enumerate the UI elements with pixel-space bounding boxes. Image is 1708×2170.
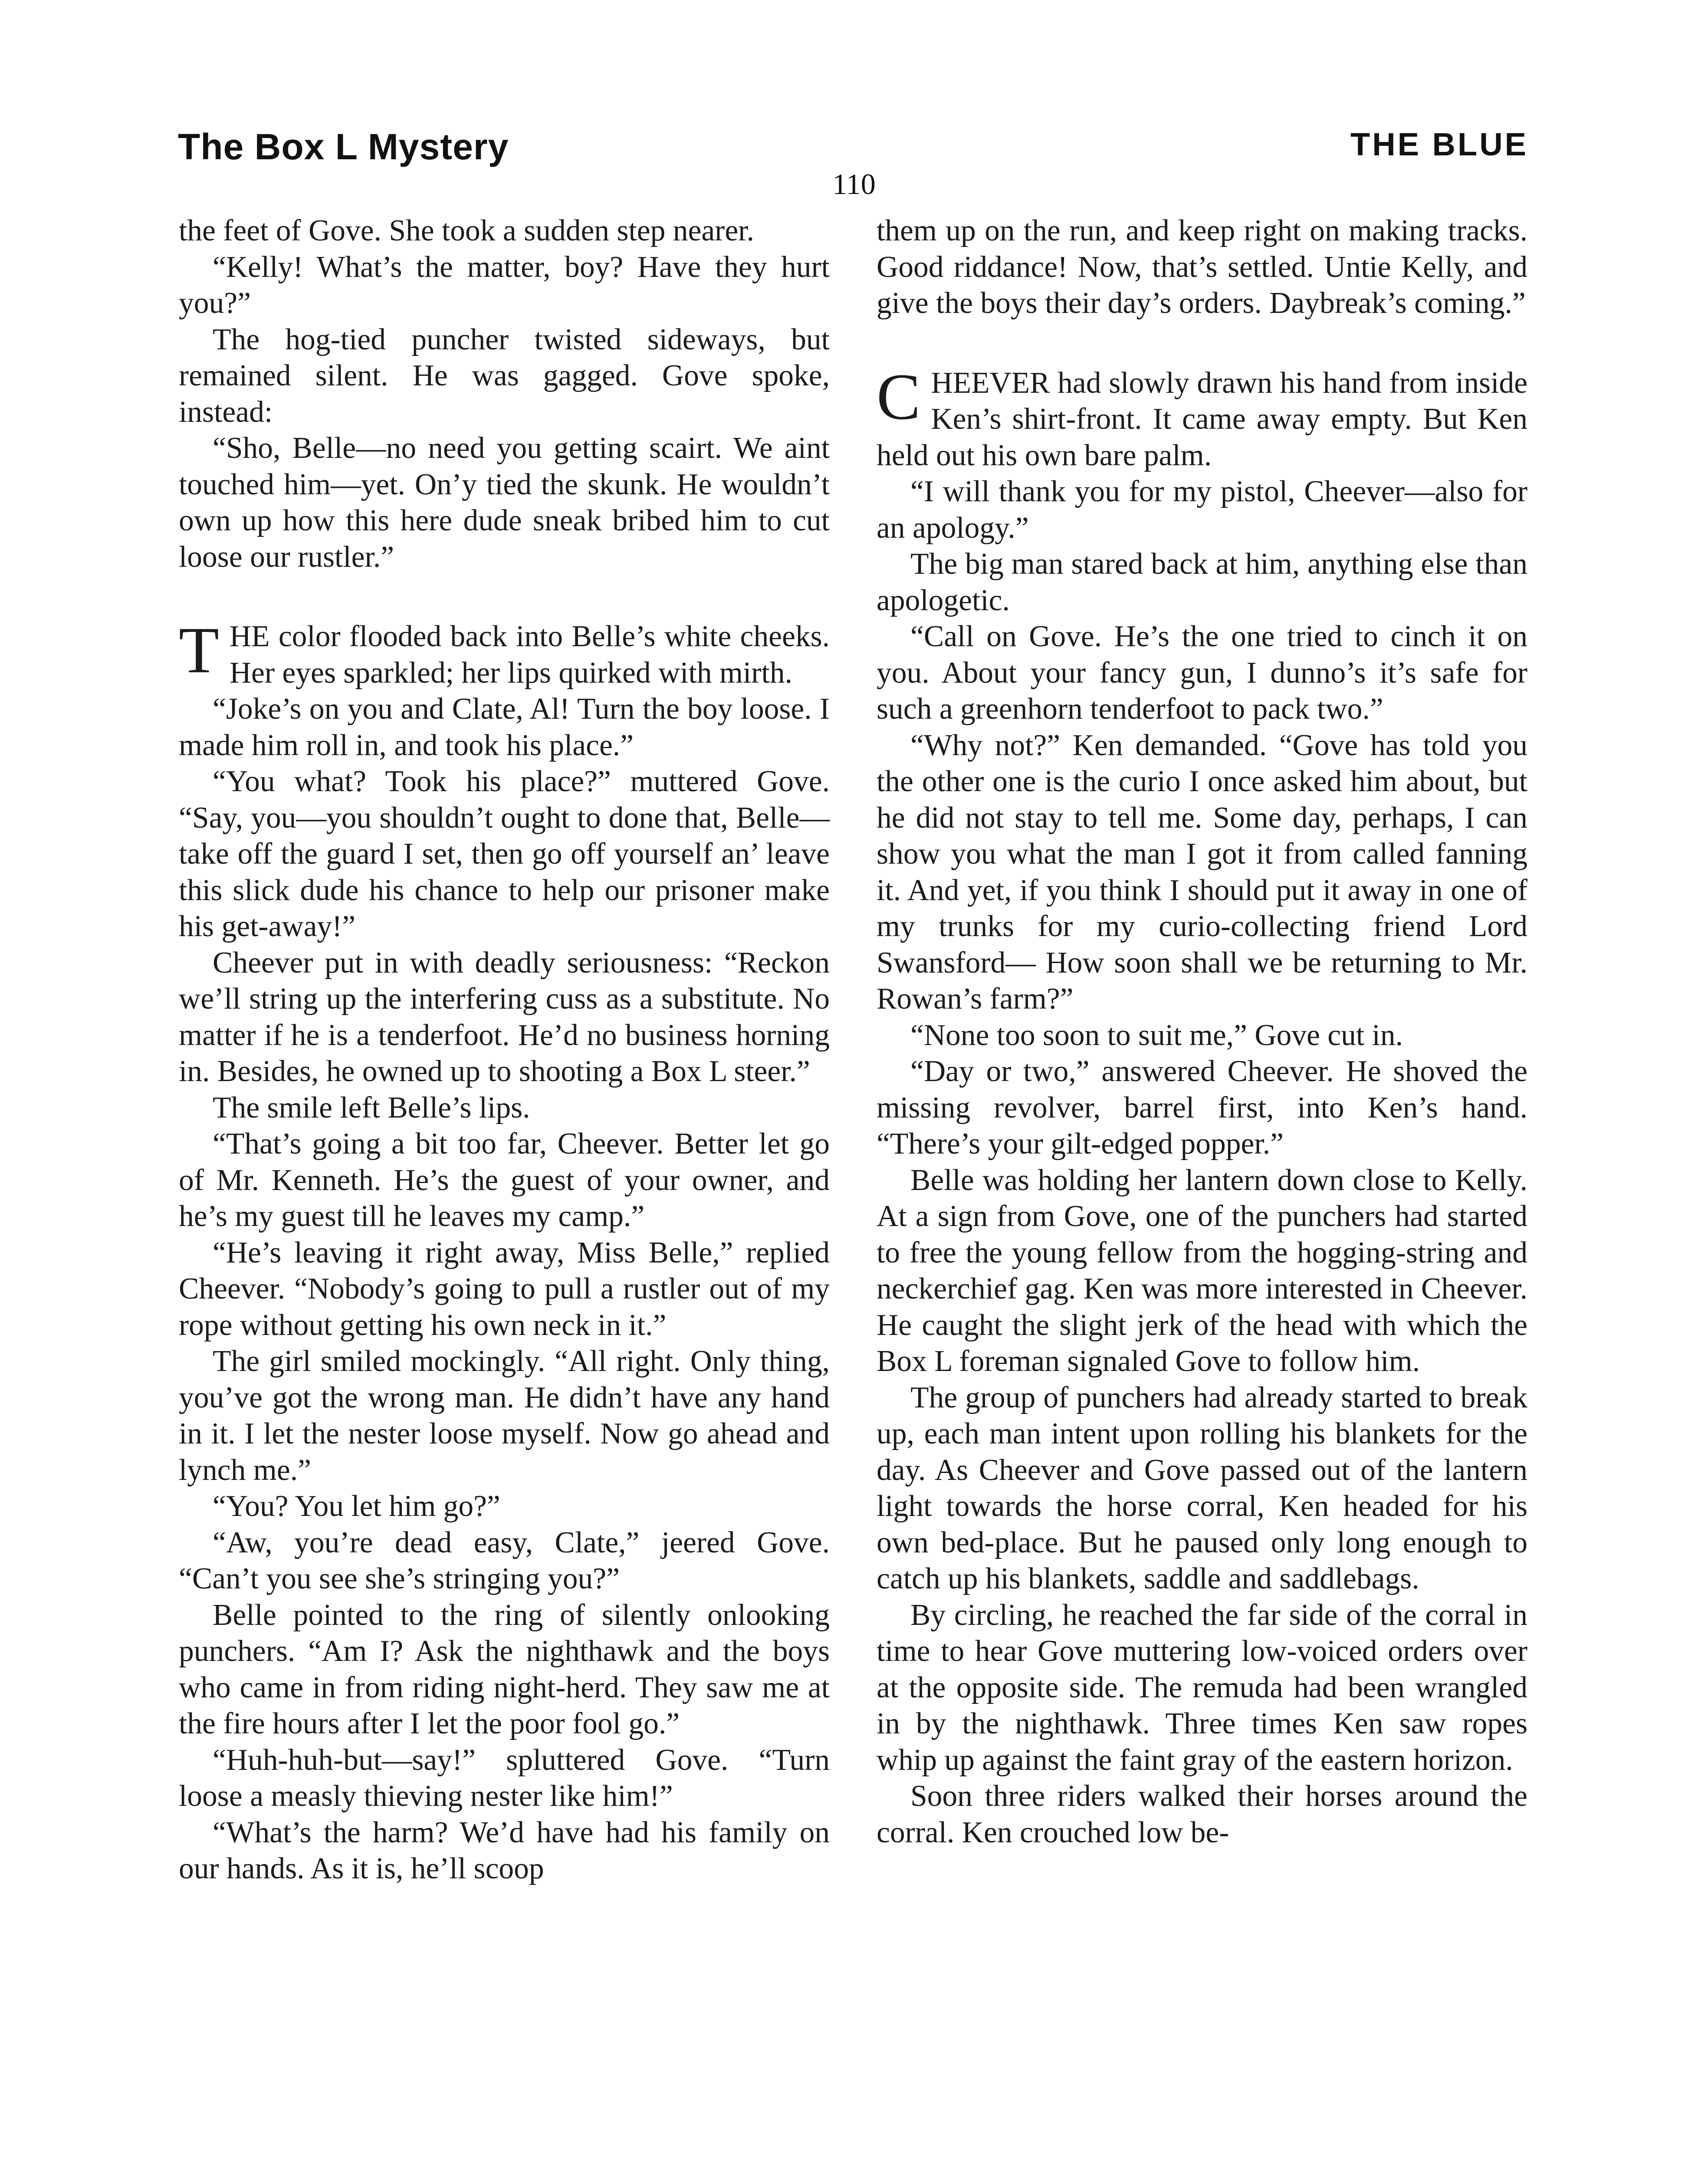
paragraph: them up on the run, and keep right on making tracks. Good riddance! Now, that’s settled. Untie Kelly, and give the boys their day’s orders. Daybreak’s coming.” (877, 214, 1527, 320)
paragraph: “I will thank you for my pistol, Cheever—also for an apology.” (877, 475, 1527, 545)
paragraph: “None too soon to suit me,” Gove cut in. (910, 1018, 1403, 1052)
paragraph: the feet of Gove. She took a sudden step nearer. (179, 214, 754, 247)
paragraph: “Huh-huh-but—say!” spluttered Gove. “Turn loose a measly thieving nester like him!” (179, 1743, 830, 1813)
paragraph-text: HE color flooded back into Belle’s white cheeks. Her eyes sparkled; her lips quirked with mirth. (229, 620, 830, 690)
paragraph: “Sho, Belle—no need you getting scairt. We aint touched him—yet. On’y tied the skunk. He wouldn’t own up how this here dude sneak bribed him to cut loose our rustler.” (179, 431, 830, 574)
paragraph: “Aw, you’re dead easy, Clate,” jeered Gove. “Can’t you see she’s stringing you?” (179, 1526, 830, 1595)
paragraph: The group of punchers had already started to break up, each man intent upon rolling his blankets for the day. As Cheever and Gove passed out of the lantern light towards the horse corral, Ken headed for his own bed-place. But he paused only long enough to catch up his blankets, saddle and saddlebags. (877, 1381, 1527, 1595)
paragraph: Cheever put in with deadly seriousness: “Reckon we’ll string up the interfering cuss as a substitute. No matter if he is a tenderfoot. He’d no business horning in. Besides, he owned up to shooting a Box L steer.” (179, 946, 830, 1088)
paragraph: “That’s going a bit too far, Cheever. Better let go of Mr. Kenneth. He’s the guest of your owner, and he’s my guest till he leaves my camp.” (179, 1127, 830, 1233)
paragraph: “Joke’s on you and Clate, Al! Turn the boy loose. I made him roll in, and took his place.” (179, 692, 830, 762)
paragraph: “He’s leaving it right away, Miss Belle,” replied Cheever. “Nobody’s going to pull a rustler out of my rope without getting his own neck in it.” (179, 1236, 830, 1342)
section-paragraph (877, 360, 1527, 474)
running-title: The Box L Mystery (178, 126, 509, 167)
paragraph: By circling, he reached the far side of the corral in time to hear Gove muttering low-voiced orders over at the opposite side. The remuda had been wrangled in by the nighthawk. Three times Ken saw ropes whip up against the faint gray of the eastern horizon. (877, 1598, 1527, 1777)
paragraph: The big man stared back at him, anything else than apologetic. (877, 547, 1527, 617)
paragraph: The smile left Belle’s lips. (213, 1091, 530, 1124)
page-number: 110 (832, 168, 876, 201)
paragraph: “Day or two,” answered Cheever. He shoved the missing revolver, barrel first, into Ken’s hand. “There’s your gilt-edged popper.” (877, 1055, 1527, 1161)
paragraph: The hog-tied puncher twisted sideways, but remained silent. He was gagged. Gove spoke, instead: (179, 322, 830, 429)
paragraph: Soon three riders walked their horses around the corral. Ken crouched low be- (877, 1779, 1527, 1849)
paragraph: “What’s the harm? We’d have had his family on our hands. As it is, he’ll scoop (179, 1815, 830, 1885)
paragraph: “Kelly! What’s the matter, boy? Have they hurt you?” (179, 250, 830, 320)
paragraph: The girl smiled mockingly. “All right. Only thing, you’ve got the wrong man. He didn’t have any hand in it. I let the nester loose myself. Now go ahead and lynch me.” (179, 1345, 830, 1487)
paragraph: “Call on Gove. He’s the one tried to cinch it on you. About your fancy gun, I dunno’s it’s safe for such a greenhorn tenderfoot to pack two.” (877, 620, 1527, 726)
paragraph-text: HEEVER had slowly drawn his hand from inside Ken’s shirt-front. It came away empty. But Ken held out his own bare palm. (877, 366, 1527, 472)
drop-cap: T (179, 614, 219, 687)
paragraph: “Why not?” Ken demanded. “Gove has told you the other one is the curio I once asked him about, but he did not stay to tell me. Some day, perhaps, I can show you what the man I got it from called fanning it. And yet, if you think I should put it away in one of my trunks for my curio-collecting friend Lord Swansford— How soon shall we be returning to Mr. Rowan’s farm?” (877, 728, 1527, 1016)
magazine-name: THE BLUE (1350, 126, 1528, 162)
text-column-left (179, 213, 830, 1887)
paragraph: Belle was holding her lantern down close to Kelly. At a sign from Gove, one of the punchers had started to free the young fellow from the hogging-string and neckerchief gag. Ken was more interested in Cheever. He caught the slight jerk of the head with which the Box L foreman signaled Gove to follow him. (877, 1163, 1527, 1378)
text-column-right (877, 213, 1527, 1851)
section-paragraph (179, 614, 830, 691)
paragraph: “You what? Took his place?” muttered Gove. “Say, you—you shouldn’t ought to done that, Belle—take off the guard I set, then go off yourself an’ leave this slick dude his chance to help our prisoner make his get-away!” (179, 765, 830, 943)
drop-cap: C (877, 360, 921, 433)
paragraph: Belle pointed to the ring of silently onlooking punchers. “Am I? Ask the nighthawk and the boys who came in from riding night-herd. They saw me at the fire hours after I let the poor fool go.” (179, 1598, 830, 1740)
paragraph: “You? You let him go?” (213, 1489, 500, 1523)
